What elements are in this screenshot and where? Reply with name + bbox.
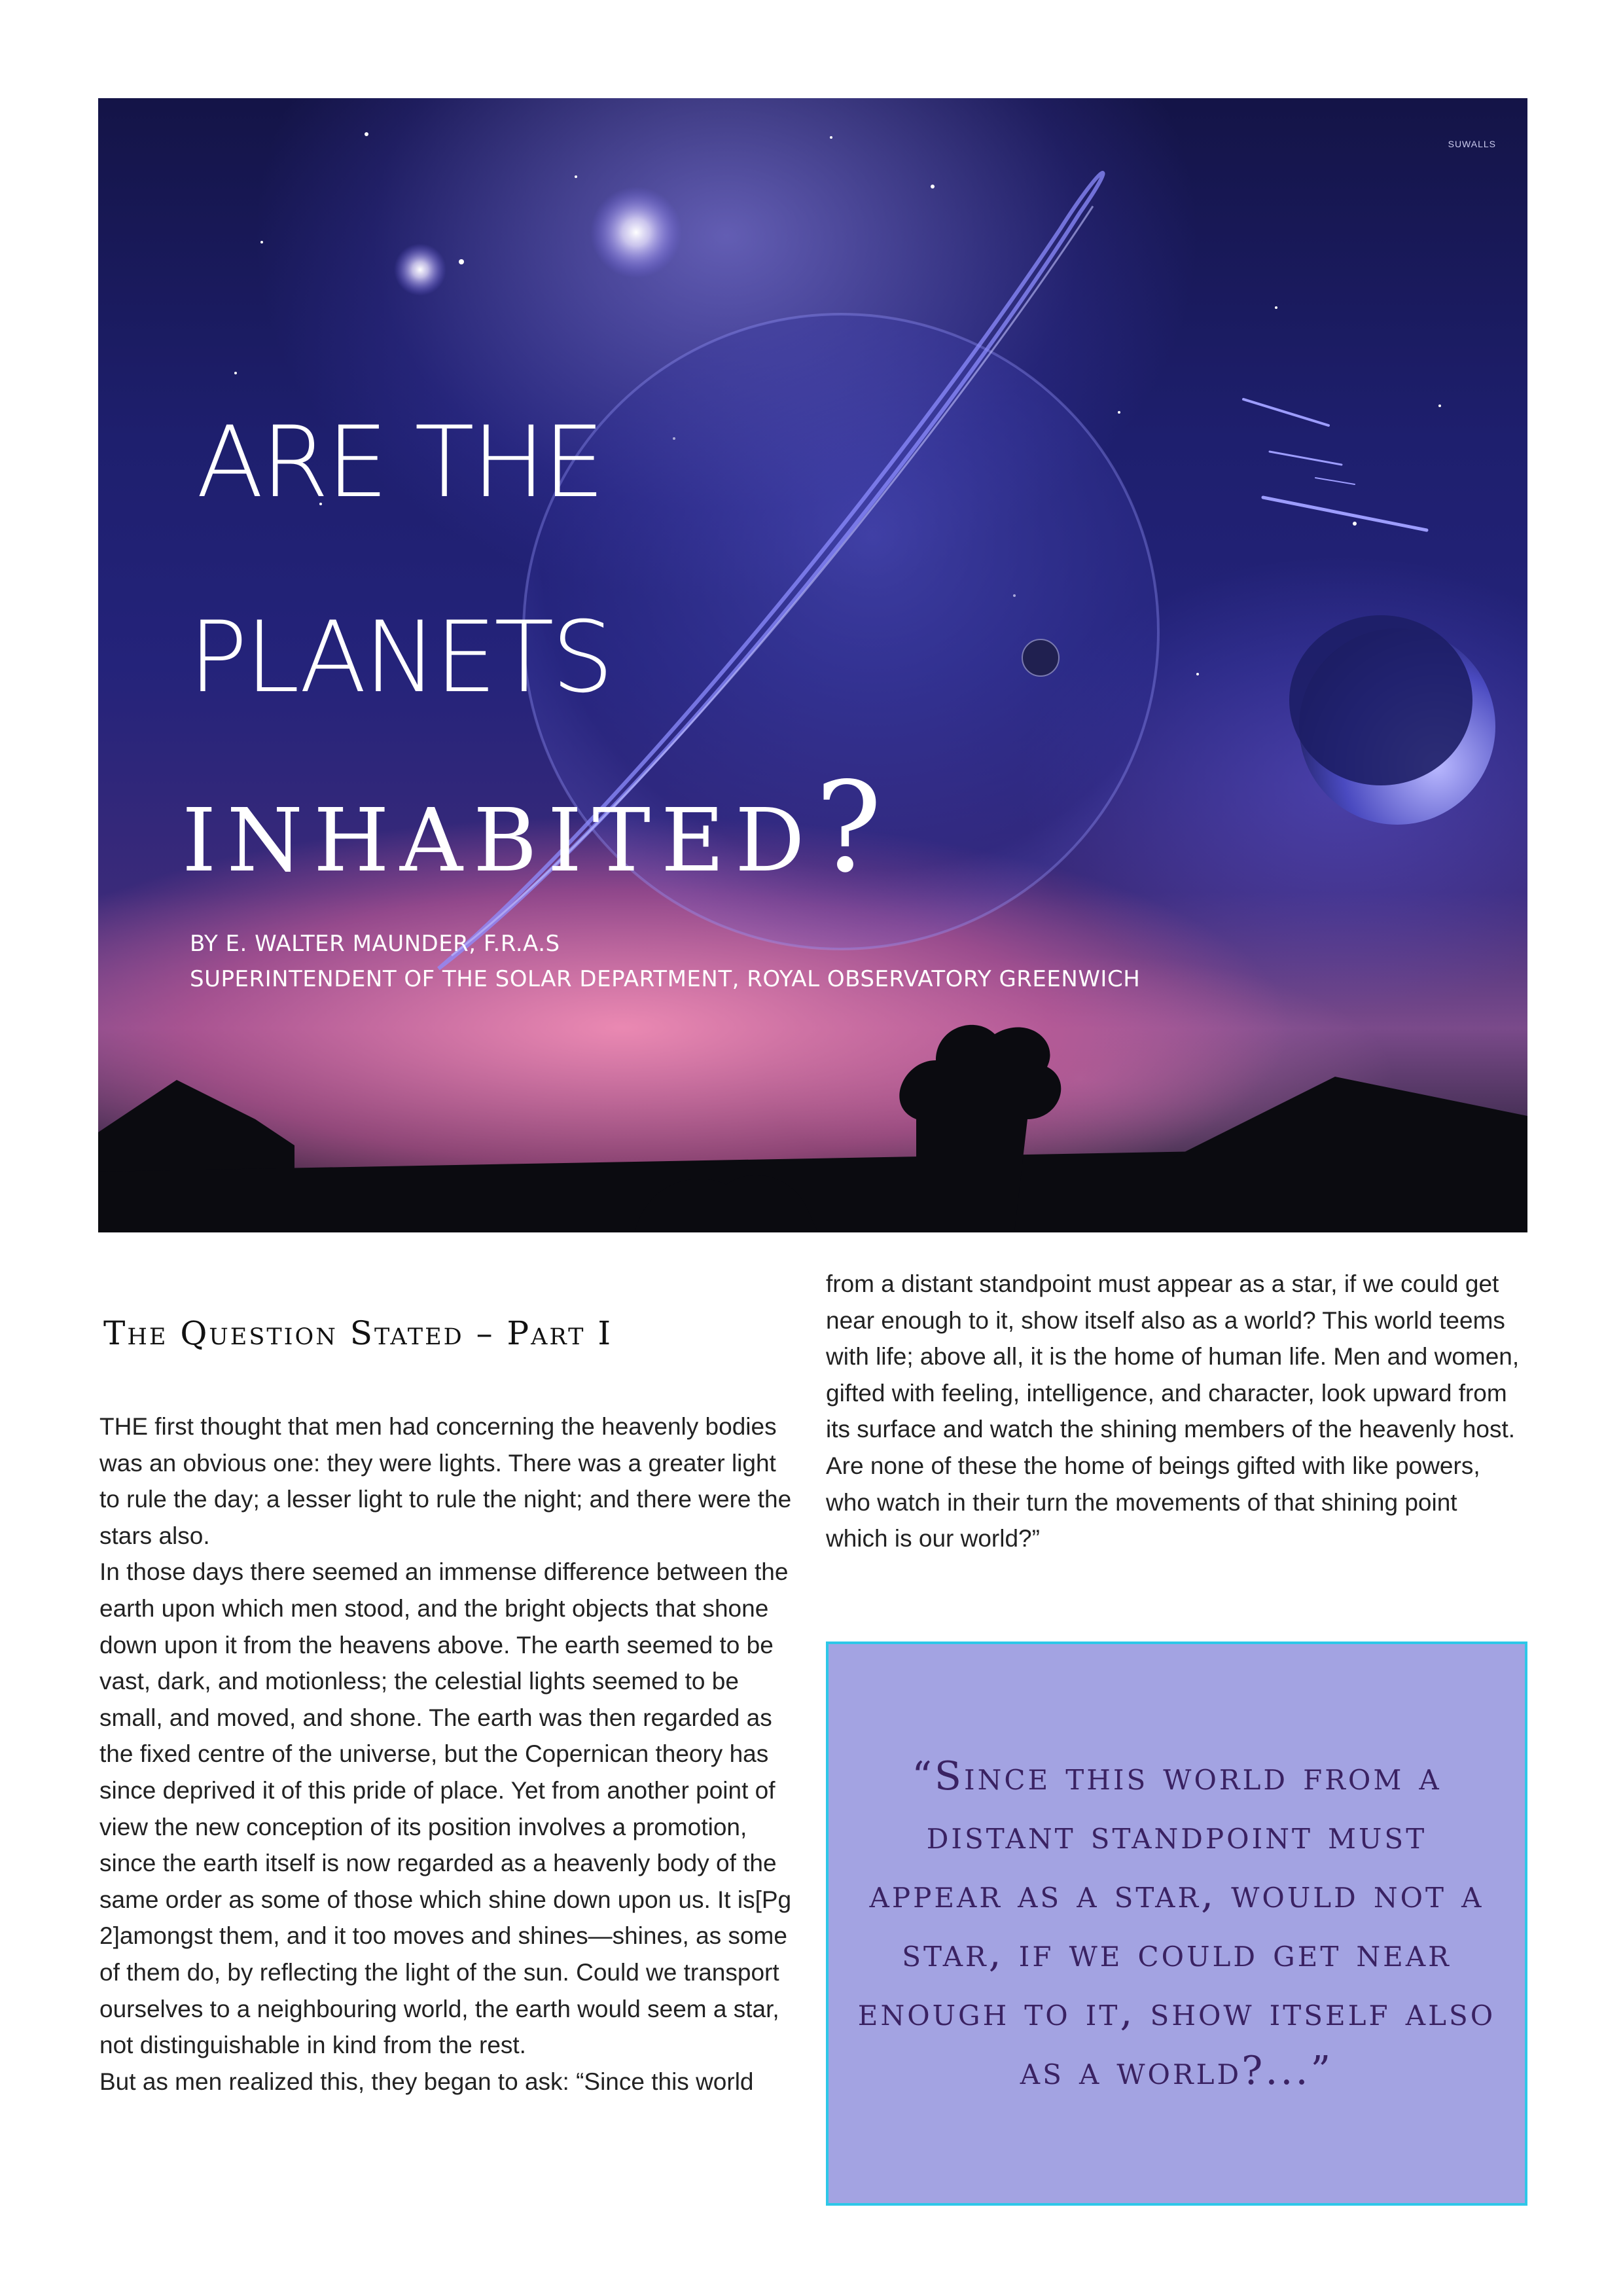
title-line-1: ARE THE [196,406,603,520]
author-byline: BY E. WALTER MAUNDER, F.R.A.S [190,931,560,957]
paragraph: In those days there seemed an immense difference between the earth upon which men stood, and the bright objects that shone down upon it from the heavens above. The earth seemed to be vast, dark, and motionless; the celestial lights seemed to be small, and moved, and shone. The earth was then regarded as the fixed centre of the universe, but the Copernican theory has since deprived it of this pride of place. Yet from another point of view the new conception of its position involves a promotion, since the earth itself is now regarded as a heavenly body of the same order as some of those which shine down upon us. It is[Pg 2]amongst them, and it too moves and shines—shines, as some of them do, by reflecting the light of the sun. Could we transport ourselves to a neighbouring world, the earth would seem a star, not distinguishable in kind from the rest. [99,1558,792,2059]
pull-quote-text: “Since this world from a distant standpoint must appear as a star, would not a star, if we could get near enough to it, show itself also as a world?...” [857,1753,1496,2094]
article-column-right [826,1266,1520,1557]
image-credit: SUWALLS [1448,139,1496,149]
title-line-3: inhabited? [182,755,893,900]
bright-star-glow [590,187,682,278]
article-column-left [99,1408,793,2100]
star-glow [394,243,446,296]
paragraph: from a distant standpoint must appear as a star, if we could get near enough to it, show itself also as a world? This world teems with life; above all, it is the home of human life. Men and women, gifted with feeling, intelligence, and character, look upward from its surface and watch the shining members of the heavenly host. Are none of these the home of beings gifted with like powers, who watch in their turn the movements of that shining point which is our world?” [826,1270,1520,1552]
title-line-2: PLANETS [188,601,611,715]
paragraph: But as men realized this, they began to ask: “Since this world [99,2068,754,2095]
paragraph: THE first thought that men had concerning the heavenly bodies was an obvious one: they were lights. There was a greater light to rule the day; a lesser light to rule the night; and there were the stars also. [99,1413,792,1549]
author-role: SUPERINTENDENT OF THE SOLAR DEPARTMENT, ROYAL OBSERVATORY GREENWICH [190,966,1141,992]
pull-quote-box [826,1641,1527,2206]
hero-image [98,98,1527,1232]
small-moon [1022,639,1059,676]
silhouette-landscape [98,1025,1527,1232]
meteor-streaks [1243,399,1427,530]
section-heading: The Question Stated – Part I [103,1314,613,1352]
